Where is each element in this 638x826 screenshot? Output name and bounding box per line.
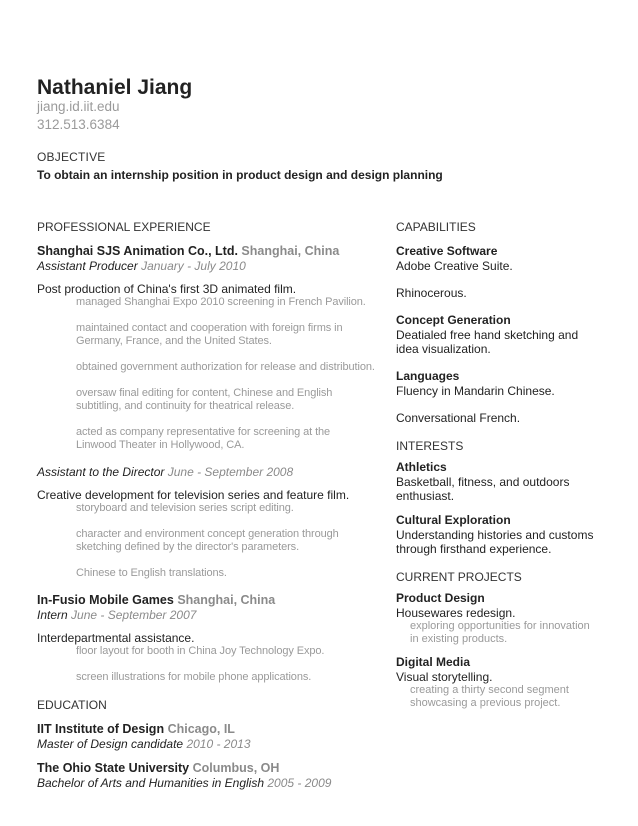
job-org: [37, 593, 389, 608]
email-text: jiang.id.iit.edu: [37, 99, 120, 114]
project-detail: in existing products.: [410, 632, 508, 645]
job-role: [37, 608, 389, 622]
degree-title: Bachelor of Arts and Humanities in English: [37, 776, 265, 790]
interests-heading: INTERESTS: [396, 439, 464, 453]
capability-text: Fluency in Mandarin Chinese.: [396, 384, 555, 398]
role-dates: June - September 2008: [167, 465, 294, 479]
left-column: [37, 220, 389, 790]
right-column: [396, 220, 618, 709]
role-title: Assistant Producer: [37, 259, 138, 273]
interest-text: through firsthand experience.: [396, 542, 552, 556]
org-name: In-Fusio Mobile Games: [37, 593, 174, 607]
org-name: Shanghai SJS Animation Co., Ltd.: [37, 244, 238, 258]
org-location: Shanghai, China: [241, 244, 340, 258]
role-dates: January - July 2010: [141, 259, 246, 273]
objective-heading: OBJECTIVE: [37, 150, 106, 164]
capability-text: idea visualization.: [396, 342, 491, 356]
degree: [37, 776, 389, 790]
role-summary: Interdepartmental assistance.: [37, 631, 195, 645]
job-role: [37, 259, 389, 273]
role-detail: acted as company representative for screening at the: [76, 426, 331, 438]
phone-text: 312.513.6384: [37, 117, 120, 132]
degree-title: Master of Design candidate: [37, 737, 184, 751]
project-title: Product Design: [396, 591, 485, 605]
role-detail: storyboard and television series script editing.: [76, 502, 294, 514]
project-detail: showcasing a previous project.: [410, 696, 561, 709]
interest-text: Understanding histories and customs: [396, 528, 594, 542]
role-detail: Germany, France, and the United States.: [76, 335, 272, 347]
role-summary: Post production of China's first 3D animated film.: [37, 282, 297, 296]
degree-dates: 2010 - 2013: [186, 737, 251, 751]
degree-dates: 2005 - 2009: [267, 776, 332, 790]
role-detail: subtitling, and continuity for theatrical release.: [76, 400, 295, 412]
role-detail: sketching defined by the director's parameters.: [76, 541, 300, 553]
school: [37, 761, 389, 776]
role-summary: Creative development for television series and feature film.: [37, 488, 350, 502]
role-detail: obtained government authorization for release and distribution.: [76, 361, 375, 373]
project-detail: exploring opportunities for innovation: [410, 620, 590, 632]
interest-text: enthusiast.: [396, 489, 455, 503]
school: [37, 722, 389, 737]
role-detail: managed Shanghai Expo 2010 screening in French Pavilion.: [76, 296, 366, 308]
person-name: Nathaniel Jiang: [37, 76, 193, 99]
school-name: The Ohio State University: [37, 761, 190, 775]
degree: [37, 737, 389, 751]
objective-text: To obtain an internship position in product design and design planning: [37, 168, 443, 182]
school-name: IIT Institute of Design: [37, 722, 165, 736]
interest-text: Basketball, fitness, and outdoors: [396, 475, 570, 489]
role-detail: character and environment concept generation through: [76, 528, 339, 540]
school-location: Chicago, IL: [167, 722, 235, 736]
role-detail: maintained contact and cooperation with foreign firms in: [76, 322, 343, 334]
role-detail: oversaw final editing for content, Chinese and English: [76, 387, 333, 399]
role-title: Intern: [37, 608, 68, 622]
capability-text: Deatialed free hand sketching and: [396, 328, 579, 342]
job-org: [37, 244, 389, 259]
capability-text: Rhinocerous.: [396, 286, 467, 300]
role-title: Assistant to the Director: [37, 465, 165, 479]
project-title: Digital Media: [396, 655, 471, 669]
interest-title: Athletics: [396, 460, 447, 474]
role-detail: floor layout for booth in China Joy Technology Expo.: [76, 645, 325, 657]
capability-title: Languages: [396, 369, 460, 383]
job-role: [37, 465, 389, 479]
capability-text: Conversational French.: [396, 411, 521, 425]
project-detail: creating a thirty second segment: [410, 684, 569, 696]
school-location: Columbus, OH: [192, 761, 280, 775]
capabilities-heading: CAPABILITIES: [396, 220, 476, 234]
role-detail: Linwood Theater in Hollywood, CA.: [76, 439, 245, 451]
role-detail: screen illustrations for mobile phone applications.: [76, 671, 312, 683]
projects-heading: CURRENT PROJECTS: [396, 570, 522, 584]
role-detail: Chinese to English translations.: [76, 567, 227, 579]
interest-title: Cultural Exploration: [396, 513, 511, 527]
education-heading: EDUCATION: [37, 698, 107, 712]
experience-heading: PROFESSIONAL EXPERIENCE: [37, 220, 211, 234]
capability-title: Concept Generation: [396, 313, 511, 327]
capability-title: Creative Software: [396, 244, 498, 258]
project-text: Housewares redesign.: [396, 606, 516, 620]
org-location: Shanghai, China: [177, 593, 276, 607]
capability-text: Adobe Creative Suite.: [396, 259, 513, 273]
role-dates: June - September 2007: [71, 608, 197, 622]
project-text: Visual storytelling.: [396, 670, 493, 684]
